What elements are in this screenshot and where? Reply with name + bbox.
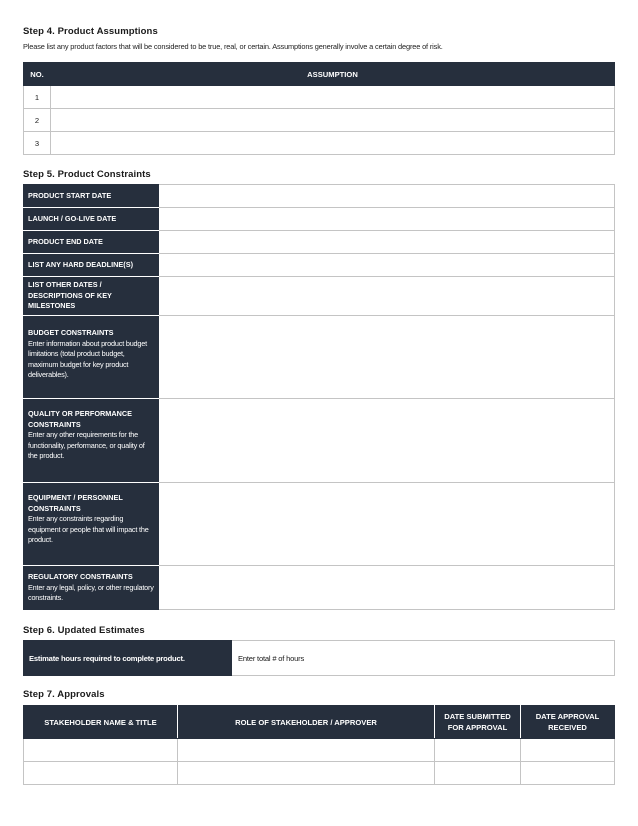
stakeholder-cell[interactable]: [24, 762, 178, 785]
date-received-cell[interactable]: [521, 762, 615, 785]
constraint-description: Enter any legal, policy, or other regulatory constraints.: [28, 582, 154, 602]
column-header-role: ROLE OF STAKEHOLDER / APPROVER: [178, 706, 435, 739]
table-row: [24, 566, 615, 610]
role-cell[interactable]: [178, 739, 435, 762]
constraint-title: LIST OTHER DATES / DESCRIPTIONS OF KEY MILESTONES: [28, 280, 112, 310]
constraint-value[interactable]: [159, 185, 615, 208]
assumptions-table: [23, 62, 615, 155]
table-row: [24, 316, 615, 399]
constraint-title: LIST ANY HARD DEADLINE(S): [28, 259, 133, 269]
step6-title: Step 6. Updated Estimates: [23, 625, 145, 636]
date-submitted-cell[interactable]: [435, 762, 521, 785]
constraint-value[interactable]: [159, 399, 615, 483]
table-row: [24, 109, 615, 132]
constraint-label: [24, 483, 159, 566]
step7-title: Step 7. Approvals: [23, 689, 105, 700]
constraint-title: EQUIPMENT / PERSONNEL CONSTRAINTS: [28, 493, 123, 513]
constraint-label: [24, 231, 159, 254]
estimate-hours-field[interactable]: Enter total # of hours: [232, 641, 615, 676]
column-header-date-submitted: DATE SUBMITTED FOR APPROVAL: [435, 706, 521, 739]
constraint-label: [24, 277, 159, 316]
role-cell[interactable]: [178, 762, 435, 785]
constraint-label: [24, 254, 159, 277]
constraint-label: [24, 208, 159, 231]
column-header-assumption: ASSUMPTION: [51, 63, 615, 86]
constraint-title: QUALITY OR PERFORMANCE CONSTRAINTS: [28, 409, 133, 429]
table-row: [24, 483, 615, 566]
table-row: [24, 739, 615, 762]
step4-intro: Please list any product factors that will be considered to be true, real, or certain. Assumptions generally involve a certain degree of risk.: [23, 42, 443, 51]
table-row: [24, 208, 615, 231]
constraint-title: REGULATORY CONSTRAINTS: [28, 572, 133, 581]
table-row: [24, 185, 615, 208]
column-header-no: NO.: [24, 63, 51, 86]
constraint-label: [24, 316, 159, 399]
table-row: [24, 132, 615, 155]
constraint-value[interactable]: [159, 208, 615, 231]
column-header-stakeholder: STAKEHOLDER NAME & TITLE: [24, 706, 178, 739]
constraint-title: LAUNCH / GO-LIVE DATE: [28, 213, 117, 223]
step5-title: Step 5. Product Constraints: [23, 169, 151, 180]
row-number: 1: [24, 86, 51, 109]
date-submitted-cell[interactable]: [435, 739, 521, 762]
constraint-description: Enter information about product budget limitations (total product budget, maximum budget for key product deliverables).: [28, 338, 147, 379]
constraint-label: [24, 566, 159, 610]
table-row: [24, 762, 615, 785]
table-row: [24, 254, 615, 277]
constraint-description: Enter any constraints regarding equipment or people that will impact the product.: [28, 514, 149, 544]
table-row: [24, 641, 615, 676]
constraint-description: Enter any other requirements for the functionality, performance, or quality of the product.: [28, 430, 145, 460]
date-received-cell[interactable]: [521, 739, 615, 762]
constraint-value[interactable]: [159, 254, 615, 277]
constraint-label: [24, 399, 159, 483]
assumption-cell[interactable]: [51, 86, 615, 109]
assumption-cell[interactable]: [51, 132, 615, 155]
approvals-table: [23, 705, 615, 785]
step4-title: Step 4. Product Assumptions: [23, 26, 158, 37]
table-row: [24, 86, 615, 109]
stakeholder-cell[interactable]: [24, 739, 178, 762]
constraint-title: BUDGET CONSTRAINTS: [28, 328, 114, 337]
constraint-value[interactable]: [159, 483, 615, 566]
constraints-table: [23, 184, 615, 610]
column-header-date-received: DATE APPROVAL RECEIVED: [521, 706, 615, 739]
table-row: [24, 399, 615, 483]
constraint-value[interactable]: [159, 231, 615, 254]
constraint-title: PRODUCT START DATE: [28, 190, 112, 200]
estimate-label: Estimate hours required to complete product.: [24, 641, 232, 676]
row-number: 3: [24, 132, 51, 155]
table-row: [24, 277, 615, 316]
constraint-title: PRODUCT END DATE: [28, 236, 103, 246]
constraint-value[interactable]: [159, 316, 615, 399]
table-row: [24, 231, 615, 254]
row-number: 2: [24, 109, 51, 132]
assumption-cell[interactable]: [51, 109, 615, 132]
estimates-table: [23, 640, 615, 676]
constraint-value[interactable]: [159, 277, 615, 316]
constraint-value[interactable]: [159, 566, 615, 610]
constraint-label: [24, 185, 159, 208]
